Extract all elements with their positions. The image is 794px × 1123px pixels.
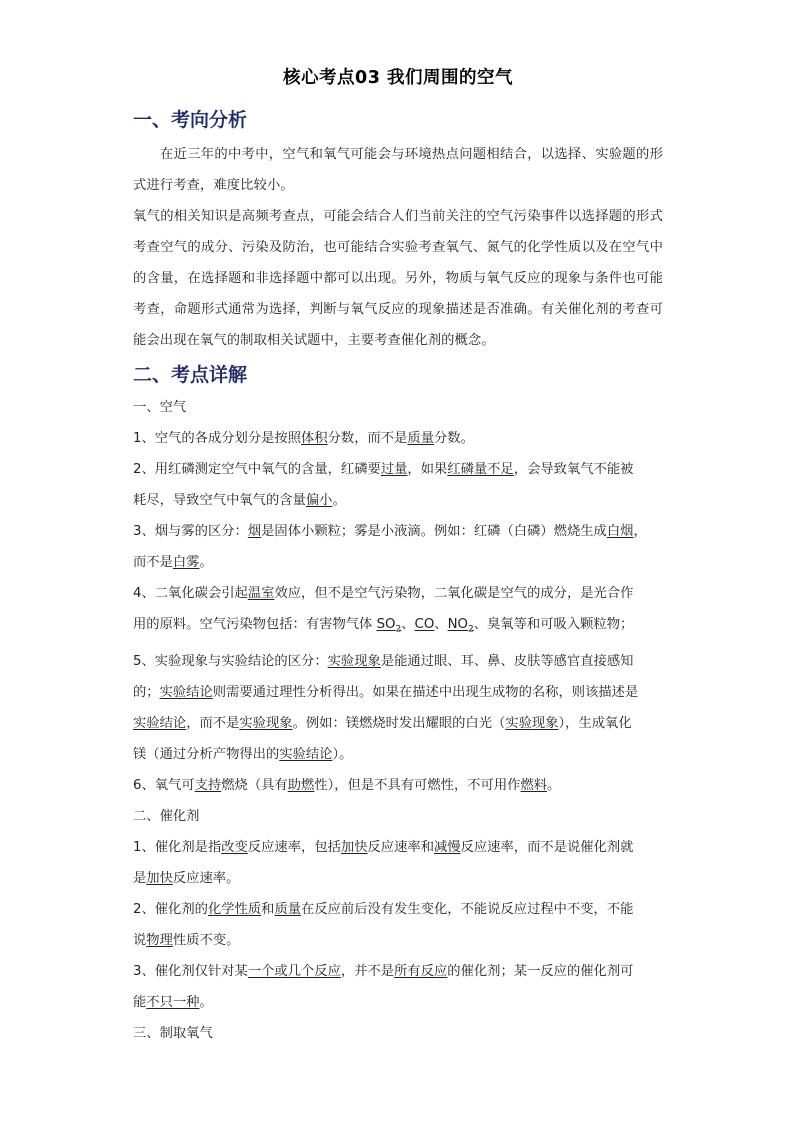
analysis-paragraph-2: 氧气的相关知识是高频考查点，可能会结合人们当前关注的空气污染事件以选择题的形式考查空气的成分、污染及防治，也可能结合实验考查氧气、氮气的化学性质以及在空气中的含量，在选择题和非选择题中都可以出现。另外，物质与氧气反应的现象与条件也可能考查，命题形式通常为选择，判断与氧气反应的现象描述是否准确。有关催化剂的考查可能会出现在氧气的制取相关试题中，主要考查催化剂的概念。 [133,209,663,348]
item-1: 1、空气的各成分划分是按照体积分数，而不是质量分数。 [133,431,474,446]
item-5-line-1: 5、实验现象与实验结论的区分：实验现象是能通过眼、耳、鼻、皮肤等感官直接感知 [133,653,634,669]
item-4-line-1: 4、二氧化碳会引起温室效应，但不是空气污染物，二氧化碳是空气的成分，是光合作 [133,586,634,601]
section-heading-analysis: 一、考向分析 [133,109,248,131]
item-5-line-4: 镁（通过分析产物得出的实验结论）。 [133,746,353,762]
subheading-catalyst: 二、催化剂 [133,808,200,824]
catalyst-item-1-line-1: 1、催化剂是指改变反应速率，包括加快反应速率和减慢反应速率，而不是说催化剂就 [133,839,634,855]
section-heading-details: 二、考点详解 [133,364,248,386]
item-5-line-2: 的；实验结论则需要通过理性分析得出。如果在描述中出现生成物的名称，则该描述是 [133,684,639,700]
item-2-line-2: 耗尽，导致空气中氧气的含量偏小。 [133,493,346,508]
page-title: 核心考点03 我们周围的空气 [283,68,513,88]
item-3-line-2: 而不是白雾。 [133,555,213,570]
subheading-air: 一、空气 [133,400,187,415]
document-page [133,66,663,1049]
catalyst-item-3-line-2: 能不只一种。 [133,994,213,1010]
item-4-line-2: 用的原料。空气污染物包括：有害物气体 $SO_2$、CO、$NO_2$、臭氧等和可吸入颗粒物； [133,617,634,635]
catalyst-item-3-line-1: 3、催化剂仅针对某一个或几个反应，并不是所有反应的催化剂；某一反应的催化剂可 [133,963,634,979]
item-2-line-1: 2、用红磷测定空气中氧气的含量，红磷要过量，如果红磷量不足，会导致氧气不能被 [133,462,634,477]
item-3-line-1: 3、烟与雾的区分：烟是固体小颗粒；雾是小液滴。例如：红磷（白磷）燃烧生成白烟， [133,524,647,539]
subheading-oxygen-preparation: 三、制取氧气 [133,1025,213,1041]
catalyst-item-2-line-2: 说物理性质不变。 [133,932,240,948]
catalyst-item-2-line-1: 2、催化剂的化学性质和质量在反应前后没有发生变化，不能说反应过程中不变，不能 [133,901,634,917]
analysis-paragraph-1: 在近三年的中考中，空气和氧气可能会与环境热点问题相结合，以选择、实验题的形式进行考查，难度比较小。 [133,147,663,193]
item-5-line-3: 实验结论，而不是实验现象。例如：镁燃烧时发出耀眼的白光（实验现象），生成氧化 [133,715,632,731]
catalyst-item-1-line-2: 是加快反应速率。 [133,870,240,886]
item-6: 6、氧气可支持燃烧（具有助燃性），但是不具有可燃性，不可用作燃料。 [133,777,561,793]
